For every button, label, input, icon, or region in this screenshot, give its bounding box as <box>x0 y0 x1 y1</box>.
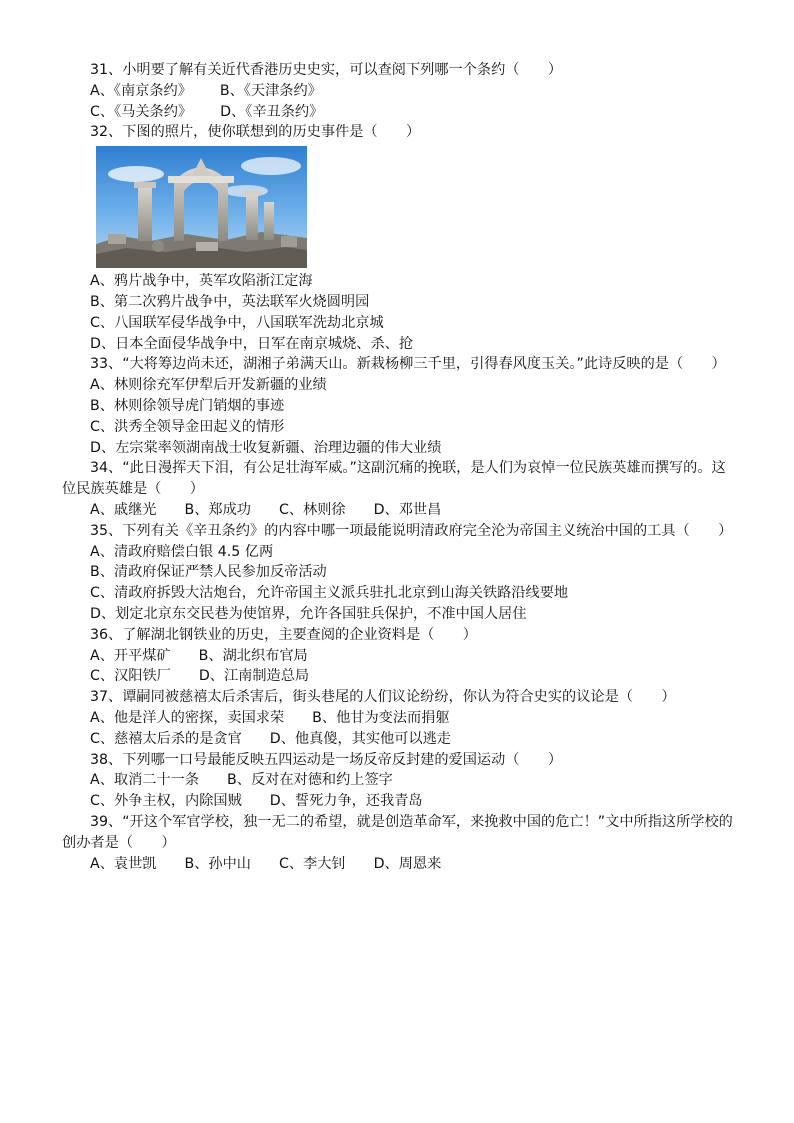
option-b: B、《天津条约》 <box>219 82 322 99</box>
option-c: C、《马关条约》 <box>90 103 193 120</box>
option-a: A、戚继光 <box>90 501 157 518</box>
question-38-options-row-1 <box>62 770 738 791</box>
option-c: C、林则徐 <box>278 501 346 518</box>
question-37-stem: 37、谭嗣同被慈禧太后杀害后，街头巷尾的人们议论纷纷，你认为符合史实的议论是（ ） <box>90 689 676 706</box>
question-36-options-row-1 <box>62 646 738 667</box>
option-d: D、江南制造总局 <box>198 668 310 685</box>
option-a: A、开平煤矿 <box>90 647 171 664</box>
question-39-options-row <box>62 854 738 875</box>
question-36-stem: 36、了解湖北钢铁业的历史，主要查阅的企业资料是（ ） <box>90 626 477 643</box>
question-39-stem: 39、“开这个军官学校，独一无二的希望，就是创造革命军，来挽救中国的危亡！”文中所指这所学校的创办者是（ ） <box>62 813 733 851</box>
option-c: C、外争主权，内除国贼 <box>90 793 242 810</box>
question-33-option-b: B、林则徐领导虎门销烟的事迹 <box>90 397 285 414</box>
question-list <box>62 60 738 874</box>
option-b: B、郑成功 <box>184 501 251 518</box>
question-32-option-a: A、鸦片战争中，英军攻陷浙江定海 <box>90 273 313 290</box>
question-35-option-c: C、清政府拆毁大沽炮台，允许帝国主义派兵驻扎北京到山海关铁路沿线要地 <box>90 585 569 602</box>
question-32-stem: 32、下图的照片，使你联想到的历史事件是（ ） <box>90 124 421 141</box>
option-a: A、袁世凯 <box>90 855 157 872</box>
question-37-options-row-1 <box>62 708 738 729</box>
question-33-option-a: A、林则徐充军伊犁后开发新疆的业绩 <box>90 377 327 394</box>
option-d: D、誓死力争，还我青岛 <box>269 793 423 810</box>
question-33-option-d: D、左宗棠率领湖南战士收复新疆、治理边疆的伟大业绩 <box>90 439 442 456</box>
question-38-stem: 38、下列哪一口号最能反映五四运动是一场反帝反封建的爱国运动（ ） <box>90 751 563 768</box>
question-36-options-row-2 <box>62 666 738 687</box>
question-31-stem: 31、小明要了解有关近代香港历史史实，可以查阅下列哪一个条约（ ） <box>90 62 563 78</box>
question-32-option-c: C、八国联军侵华战争中，八国联军洗劫北京城 <box>90 314 384 331</box>
question-35-option-a: A、清政府赔偿白银 4.5 亿两 <box>90 543 274 560</box>
yuanmingyuan-ruins-photo <box>96 146 307 268</box>
option-a: A、取消二十一条 <box>90 772 200 789</box>
option-c: C、慈禧太后杀的是贪官 <box>90 730 242 747</box>
option-b: B、孙中山 <box>184 855 251 872</box>
option-a: A、《南京条约》 <box>90 82 192 99</box>
question-35-option-b: B、清政府保证严禁人民参加反帝活动 <box>90 564 327 581</box>
option-b: B、他甘为变法而捐躯 <box>312 709 450 726</box>
question-34-stem: 34、“此日漫挥天下泪，有公足壮海军威。”这副沉痛的挽联，是人们为哀悼一位民族英雄而撰写的。这位民族英雄是（ ） <box>62 460 726 498</box>
option-d: D、周恩来 <box>373 855 442 872</box>
question-33-option-c: C、洪秀全领导金田起义的情形 <box>90 418 285 435</box>
question-35-option-d: D、划定北京东交民巷为使馆界，允许各国驻兵保护，不准中国人居住 <box>90 605 527 622</box>
question-38-options-row-2 <box>62 791 738 812</box>
option-b: B、反对在对德和约上签字 <box>227 772 393 789</box>
question-33-stem: 33、“大将筹边尚未还，湖湘子弟满天山。新栽杨柳三千里，引得春风度玉关。”此诗反映的是（ ） <box>90 356 726 373</box>
question-34-options-row <box>62 500 738 521</box>
option-c: C、李大钊 <box>278 855 346 872</box>
question-37-options-row-2 <box>62 729 738 750</box>
question-31-options-row-1 <box>62 81 738 102</box>
option-c: C、汉阳铁厂 <box>90 668 171 685</box>
option-d: D、《辛丑条约》 <box>220 103 324 120</box>
question-32-option-d: D、日本全面侵华战争中，日军在南京城烧、杀、抢 <box>90 335 414 352</box>
option-d: D、他真傻，其实他可以逃走 <box>269 730 451 747</box>
question-32-option-b: B、第二次鸦片战争中，英法联军火烧圆明园 <box>90 293 370 310</box>
question-35-stem: 35、下列有关《辛丑条约》的内容中哪一项最能说明清政府完全沦为帝国主义统治中国的工具（ ） <box>90 522 733 539</box>
option-d: D、邓世昌 <box>373 501 442 518</box>
option-b: B、湖北织布官局 <box>198 647 308 664</box>
option-a: A、他是洋人的密探，卖国求荣 <box>90 709 285 726</box>
question-31-options-row-2 <box>62 102 738 123</box>
